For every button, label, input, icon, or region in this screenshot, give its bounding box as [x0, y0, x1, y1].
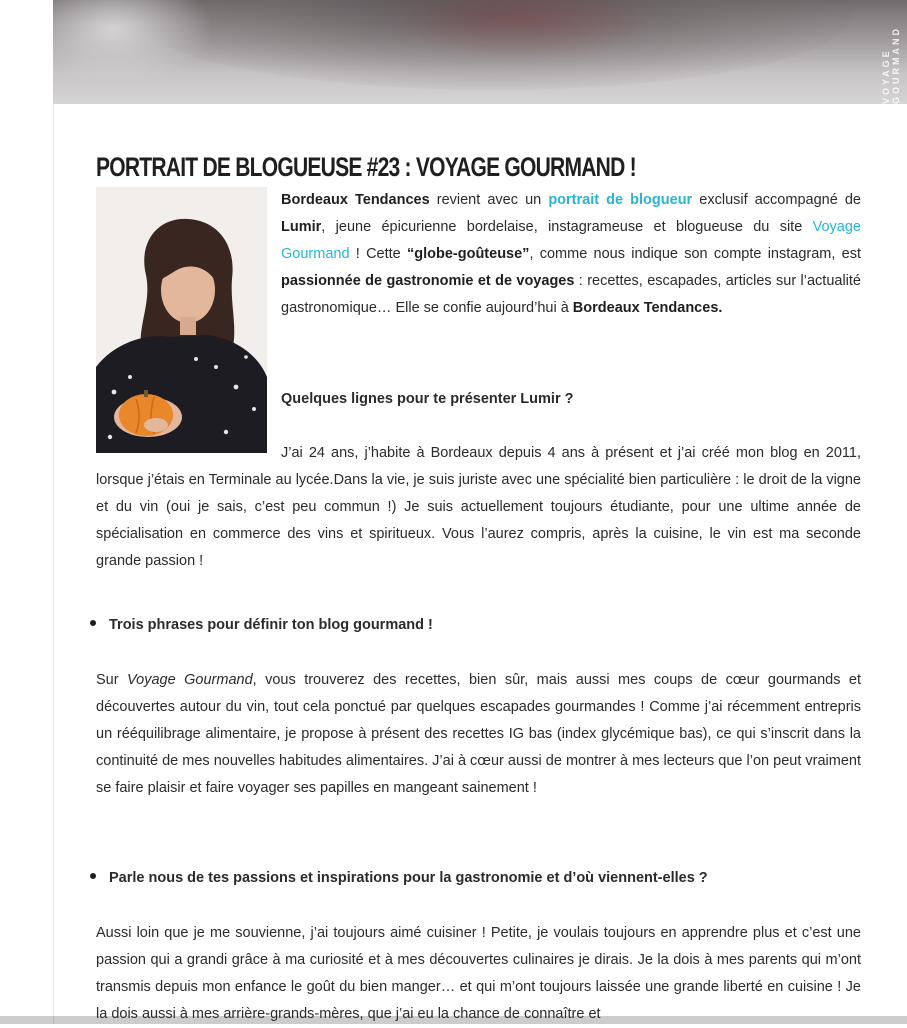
left-gutter	[0, 0, 53, 1024]
bullet-icon	[90, 873, 96, 879]
hero-watermark: VOYAGE GOURMAND	[881, 26, 901, 104]
answer-paragraph: Sur Voyage Gourmand, vous trouverez des recettes, bien sûr, mais aussi mes coups de cœur gourmands et découvertes autour du vin, tout cela ponctué par quelques escapades gourmandes ! Comme j’ai récemment entrepris un rééquilibrage alimentaire, je propose à présent des recettes IG bas (index glycémique bas), ce qui s’inscrit dans la continuité de mes nouvelles habitudes alimentaires. J’ai à cœur aussi de montrer à mes lecteurs que l’on peut vraiment se faire plaisir et faire voyager ses papilles en mangeant sainement !	[96, 672, 861, 796]
portrait-illustration	[96, 187, 267, 453]
portrait-de-blogueur-link[interactable]: portrait de blogueur	[548, 192, 693, 208]
blogger-portrait-photo	[96, 187, 267, 453]
hero-image	[53, 0, 907, 104]
bullet-icon	[90, 620, 96, 626]
question-heading: Quelques lignes pour te présenter Lumir ?	[281, 391, 574, 407]
answer-paragraph: J’ai 24 ans, j’habite à Bordeaux depuis 4 ans à présent et j’ai créé mon blog en 2011, lorsque j’étais en Terminale au lycée.Dans la vie, je suis juriste avec une spécialité bien particulière : le droit de la vigne et du vin (oui je sais, c’est peu commun !) Je suis actuellement toujours étudiante, pour une ultime année de spécialisation en commerce des vins et spiritueux. Vous l’aurez compris, après la cuisine, le vin est ma seconde grande passion !	[96, 445, 861, 569]
bullet-question: Trois phrases pour définir ton blog gourmand !	[96, 612, 861, 639]
bullet-question: Parle nous de tes passions et inspirations pour la gastronomie et d’où viennent-elles ?	[96, 865, 861, 892]
intro-paragraph: Bordeaux Tendances revient avec un portrait de blogueur exclusif accompagné de Lumir, jeune épicurienne bordelaise, instagrameuse et blogueuse du site Voyage Gourmand ! Cette “globe-goûteuse”, comme nous indique son compte instagram, est passionnée de gastronomie et de voyages : recettes, escapades, articles sur l’actualité gastronomique… Elle se confie aujourd’hui à Bordeaux Tendances.	[281, 192, 861, 316]
answer-paragraph: Aussi loin que je me souvienne, j’ai toujours aimé cuisiner ! Petite, je voulais toujours en apprendre plus et c’est une passion qui a grandi grâce à ma curiosité et à mes découvertes culinaires je dirais. Je la dois à mes parents qui m’ont transmis depuis mon enfance le goût du bien manger… et qui m’ont toujours laissée une grande liberté en cuisine ! Je la dois aussi à mes arrière-grands-mères, que j’ai eu la chance de connaître et	[96, 925, 861, 1022]
bottom-shadow	[0, 1016, 907, 1024]
page-border	[53, 104, 54, 1024]
post-title: PORTRAIT DE BLOGUEUSE #23 : VOYAGE GOURMAND !	[96, 152, 636, 182]
voyage-gourmand-link[interactable]: Voyage Gourmand	[281, 219, 861, 262]
